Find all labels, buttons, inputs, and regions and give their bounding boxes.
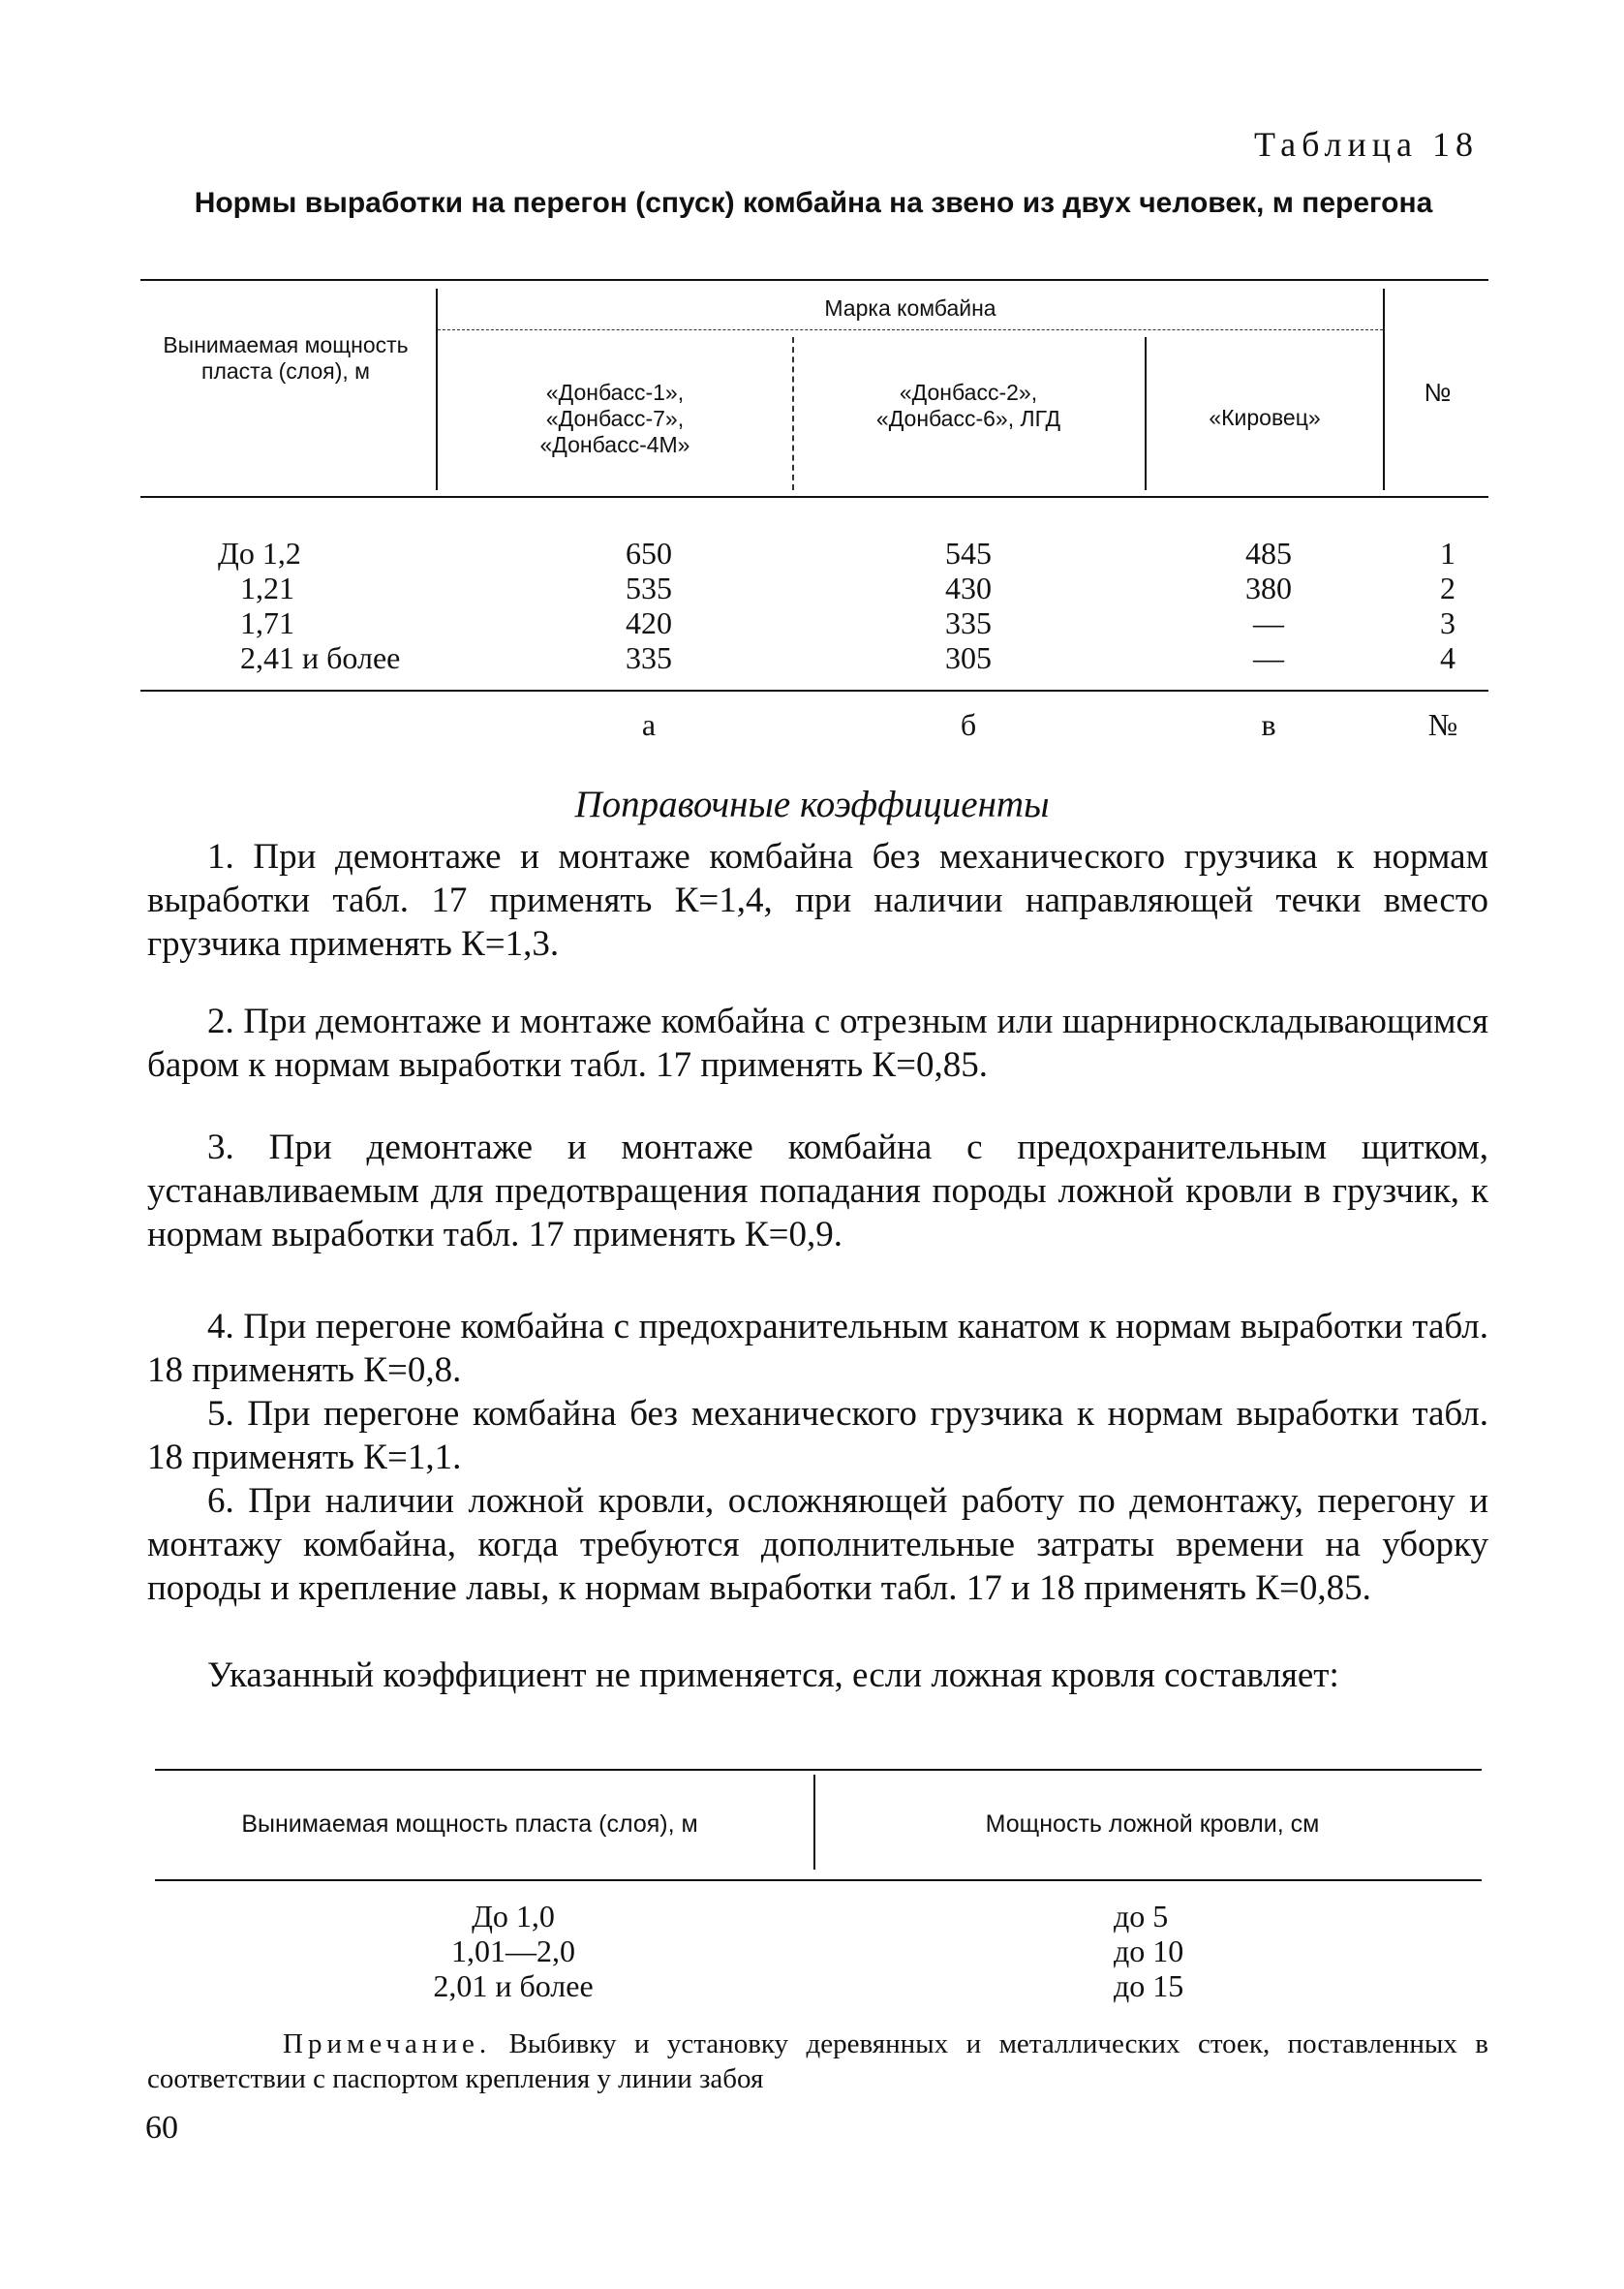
paragraph: 2. При демонтаже и монтаже комбайна с отрезным или шарнирноскладывающимся баром к нормам выработки табл. 17 применять К=0,85. — [147, 1002, 1488, 1085]
value-cell: 335 — [945, 605, 992, 640]
roof-cell: до 10 — [1114, 1933, 1184, 1968]
row-number-cell: 2 — [1440, 571, 1455, 605]
thickness-cell: 1,21 — [240, 571, 294, 605]
table-divider — [813, 1775, 815, 1870]
col-c-header: «Кировец» — [1209, 405, 1321, 430]
header-bottom-rule — [140, 496, 1488, 498]
footnote — [147, 2026, 1488, 2096]
header-bottom-rule — [155, 1879, 1482, 1881]
paragraph: Указанный коэффициент не применяется, если ложная кровля составляет: — [207, 1655, 1339, 1695]
table-top-rule — [140, 279, 1488, 281]
col-a-header: «Донбасс-1», «Донбасс-7», «Донбасс-4М» — [539, 380, 690, 457]
thickness-cell: До 1,0 — [472, 1899, 555, 1933]
thickness-cell: 2,01 и более — [433, 1968, 594, 2003]
table-top-rule — [155, 1769, 1482, 1771]
paragraph: 1. При демонтаже и монтаже комбайна без механического грузчика к нормам выработки табл. 17 применять К=1,4, при наличии направляющей течки вместо грузчика применять К=1,3. — [147, 837, 1488, 964]
col-b-header: «Донбасс-2», «Донбасс-6», ЛГД — [875, 380, 1061, 431]
value-cell: 535 — [626, 571, 672, 605]
row-number-cell: 1 — [1440, 536, 1455, 571]
column-index: а — [641, 707, 657, 742]
value-cell: — — [1253, 605, 1284, 640]
value-cell: 485 — [1245, 536, 1292, 571]
value-cell: 380 — [1245, 571, 1292, 605]
paragraph: 4. При перегоне комбайна с предохранительным канатом к нормам выработки табл. 18 применять К=0,8. — [147, 1307, 1488, 1390]
thickness-cell: 2,41 и более — [240, 640, 401, 675]
roof-cell: до 5 — [1114, 1899, 1169, 1933]
column-index: № — [1427, 707, 1458, 742]
page-number: 60 — [145, 2110, 178, 2146]
col-thickness-header: Вынимаемая мощность пласта (слоя), м — [163, 332, 409, 384]
table-divider — [1145, 337, 1147, 490]
paragraph: 6. При наличии ложной кровли, осложняющей работу по демонтажу, перегону и монтажу комбайна, когда требуются дополнительные затраты времени на уборку породы и крепление лавы, к нормам выработки табл. 17 и 18 применять К=0,85. — [147, 1481, 1488, 1608]
section-title: Поправочные коэффициенты — [574, 784, 1050, 825]
thickness-cell: 1,71 — [240, 605, 294, 640]
thickness-cell: 1,01—2,0 — [451, 1933, 575, 1968]
group-rule — [438, 329, 1383, 330]
col-thickness-header: Вынимаемая мощность пласта (слоя), м — [241, 1810, 698, 1838]
table-divider — [1383, 289, 1385, 490]
table-bottom-rule — [140, 690, 1488, 692]
roof-cell: до 15 — [1114, 1968, 1184, 2003]
note-label: Примечание. — [283, 2028, 492, 2059]
value-cell: 545 — [945, 536, 992, 571]
row-number-cell: 3 — [1440, 605, 1455, 640]
value-cell: — — [1253, 640, 1284, 675]
value-cell: 430 — [945, 571, 992, 605]
col-roof-header: Мощность ложной кровли, см — [985, 1810, 1320, 1838]
value-cell: 335 — [626, 640, 672, 675]
value-cell: 650 — [626, 536, 672, 571]
value-cell: 305 — [945, 640, 992, 675]
paragraph: 3. При демонтаже и монтаже комбайна с предохранительным щитком, устанавливаемым для предотвращения попадания породы ложной кровли в грузчик, к нормам выработки табл. 17 применять К=0,9. — [147, 1128, 1488, 1254]
table-title: Нормы выработки на перегон (спуск) комбайна на звено из двух человек, м перегона — [194, 187, 1433, 219]
col-num-header: № — [1424, 378, 1452, 407]
paragraph: 5. При перегоне комбайна без механического грузчика к нормам выработки табл. 18 применять К=1,1. — [147, 1394, 1488, 1477]
row-number-cell: 4 — [1440, 640, 1455, 675]
value-cell: 420 — [626, 605, 672, 640]
table-divider — [792, 337, 794, 490]
column-index: б — [960, 707, 977, 742]
thickness-cell: До 1,2 — [218, 536, 301, 571]
col-group-header: Марка комбайна — [824, 295, 996, 321]
column-index: в — [1261, 707, 1276, 742]
note-text: Выбивку и установку деревянных и металлических стоек, поставленных в соответствии с паспортом крепления у линии забоя — [147, 2028, 1488, 2094]
table-label: Таблица 18 — [1254, 125, 1479, 164]
